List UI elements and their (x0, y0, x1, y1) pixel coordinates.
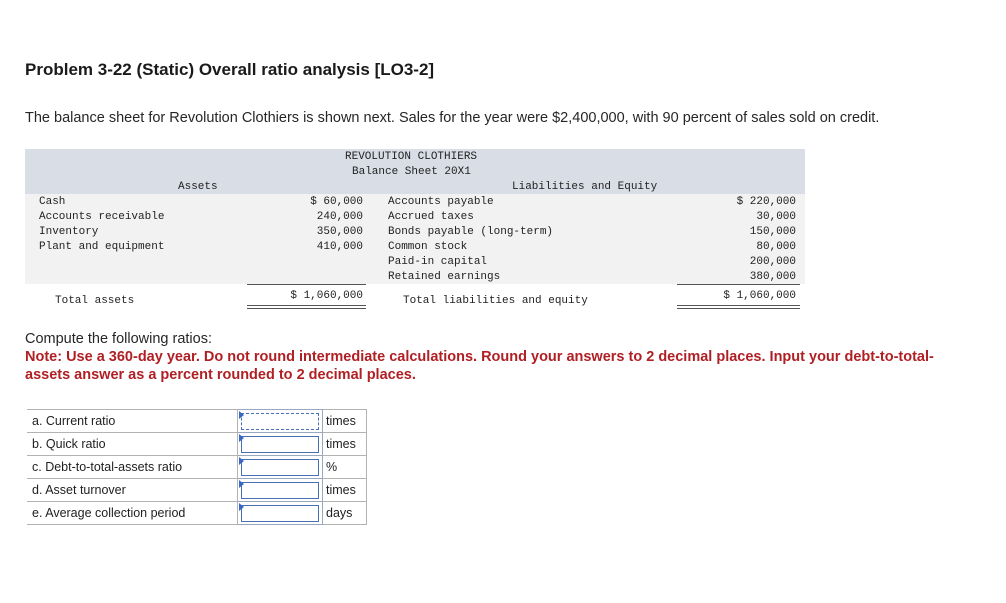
asset-turnover-input[interactable] (241, 482, 319, 499)
answer-flag-icon (239, 480, 244, 488)
liability-label: Retained earnings (388, 271, 501, 283)
ratio-label-debt-to-total-assets: c. Debt-to-total-assets ratio (27, 456, 238, 479)
balance-sheet (25, 149, 805, 313)
intro-text: The balance sheet for Revolution Clothiers is shown next. Sales for the year were $2,400,000, with 90 percent of sales sold on credit. (25, 110, 880, 126)
input-cell (238, 502, 323, 525)
answer-flag-icon (239, 434, 244, 442)
liabilities-subtotal-rule (677, 284, 800, 285)
liability-value: 30,000 (756, 211, 796, 223)
asset-label: Plant and equipment (39, 241, 165, 253)
answer-flag-icon (239, 457, 244, 465)
ratio-answer-table (27, 409, 367, 525)
asset-label: Accounts receivable (39, 211, 165, 223)
assets-subtotal-rule (247, 284, 366, 285)
asset-label: Inventory (39, 226, 99, 238)
company-name: REVOLUTION CLOTHIERS (345, 151, 478, 163)
instructions (25, 330, 955, 384)
problem-title: Problem 3-22 (Static) Overall ratio analysis [LO3-2] (25, 60, 435, 79)
asset-value: 240,000 (316, 211, 363, 223)
answer-flag-icon (239, 411, 244, 419)
ratio-label-quick: b. Quick ratio (27, 433, 238, 456)
balance-sheet-subtitle: Balance Sheet 20X1 (352, 166, 471, 178)
quick-ratio-input[interactable] (241, 436, 319, 453)
table-row (27, 410, 367, 433)
liability-label: Accrued taxes (388, 211, 474, 223)
asset-label: Cash (39, 196, 66, 208)
total-le-label: Total liabilities and equity (403, 295, 588, 307)
rounding-note: Note: Use a 360-day year. Do not round intermediate calculations. Round your answers to 2 decimal places. Input your debt-to-total-assets answer as a percent rounded to 2 decimal places. (25, 349, 934, 383)
liability-label: Accounts payable (388, 196, 494, 208)
compute-prompt: Compute the following ratios: (25, 331, 212, 347)
answer-flag-icon (239, 503, 244, 511)
ratio-unit: times (323, 479, 367, 502)
ratio-unit: days (323, 502, 367, 525)
liability-value: 150,000 (749, 226, 796, 238)
input-cell (238, 410, 323, 433)
asset-value: 410,000 (316, 241, 363, 253)
table-row (27, 502, 367, 525)
liability-label: Paid-in capital (388, 256, 488, 268)
debt-to-total-assets-input[interactable] (241, 459, 319, 476)
liability-value: 380,000 (749, 271, 796, 283)
input-cell (238, 433, 323, 456)
current-ratio-input[interactable] (241, 413, 319, 430)
asset-value: $ 60,000 (310, 196, 363, 208)
liability-label: Common stock (388, 241, 468, 253)
total-le-value: $ 1,060,000 (723, 290, 796, 302)
liability-value: 80,000 (756, 241, 796, 253)
table-row (27, 456, 367, 479)
liabilities-header: Liabilities and Equity (512, 181, 658, 193)
ratio-unit: % (323, 456, 367, 479)
ratio-label-asset-turnover: d. Asset turnover (27, 479, 238, 502)
ratio-label-current: a. Current ratio (27, 410, 238, 433)
ratio-unit: times (323, 410, 367, 433)
average-collection-period-input[interactable] (241, 505, 319, 522)
table-row (27, 433, 367, 456)
total-assets-value: $ 1,060,000 (290, 290, 363, 302)
assets-header: Assets (178, 181, 218, 193)
ratio-label-average-collection-period: e. Average collection period (27, 502, 238, 525)
input-cell (238, 456, 323, 479)
liabilities-total-double-rule (677, 305, 800, 309)
total-assets-label: Total assets (55, 295, 135, 307)
liability-label: Bonds payable (long-term) (388, 226, 554, 238)
ratio-unit: times (323, 433, 367, 456)
liability-value: $ 220,000 (736, 196, 796, 208)
table-row (27, 479, 367, 502)
liability-value: 200,000 (749, 256, 796, 268)
asset-value: 350,000 (316, 226, 363, 238)
input-cell (238, 479, 323, 502)
assets-total-double-rule (247, 305, 366, 309)
